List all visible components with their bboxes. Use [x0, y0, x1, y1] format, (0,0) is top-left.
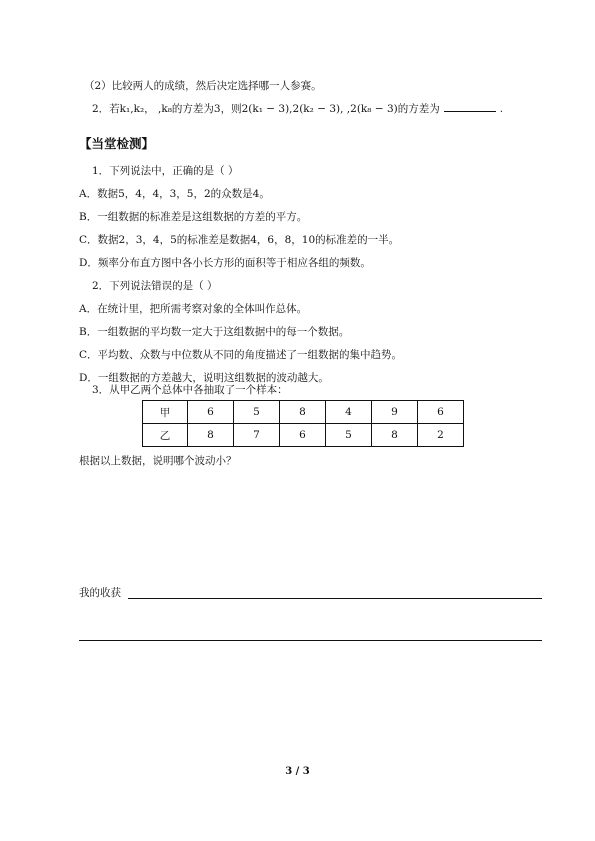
page-number: 3 / 3: [285, 766, 310, 777]
q1-option-a: A．数据5，4，4，3，5，2的众数是4。: [79, 188, 270, 200]
sample-table: [142, 400, 464, 447]
q1-option-c: C．数据2，3，4，5的标准差是数据4，6，8，10的标准差的一半。: [79, 234, 400, 246]
q1-stem: 1．下列说法中，正确的是（ ）: [92, 165, 239, 177]
table-cell: 5: [234, 401, 280, 424]
table-cell: 4: [326, 401, 372, 424]
table-cell: 6: [188, 401, 234, 424]
answer-blank[interactable]: [444, 101, 496, 112]
compare-instruction: （2）比较两人的成绩，然后决定选择哪一人参赛。: [84, 80, 322, 92]
table-cell: 5: [326, 424, 372, 447]
q2-stem: 2．下列说法错误的是（ ）: [92, 280, 218, 292]
harvest-label: 我的收获: [79, 587, 121, 599]
q3-question: 根据以上数据，说明哪个波动小？: [79, 455, 237, 467]
q2-option-a: A．在统计里，把所需考察对象的全体叫作总体。: [79, 303, 308, 315]
q1-option-d: D．频率分布直方图中各小长方形的面积等于相应各组的频数。: [79, 257, 371, 269]
q2-option-c: C．平均数、众数与中位数从不同的角度描述了一组数据的集中趋势。: [79, 349, 403, 361]
q3-stem: 3．从甲乙两个总体中各抽取了一个样本：: [92, 384, 288, 396]
table-cell: 6: [280, 424, 326, 447]
table-row: [143, 401, 464, 424]
table-row: [143, 424, 464, 447]
harvest-line-1[interactable]: [128, 598, 542, 599]
row-label-jia: 甲: [143, 401, 188, 424]
table-cell: 8: [280, 401, 326, 424]
table-cell: 8: [372, 424, 418, 447]
table-cell: 8: [188, 424, 234, 447]
table-cell: 9: [372, 401, 418, 424]
harvest-line-2[interactable]: [79, 640, 542, 641]
row-label-yi: 乙: [143, 424, 188, 447]
section-title: 【当堂检测】: [79, 136, 155, 151]
q2-option-b: B．一组数据的平均数一定大于这组数据中的每一个数据。: [79, 326, 350, 338]
variance-question: [92, 101, 503, 116]
variance-question-text: 2．若k₁,k₂， ,k₈的方差为3，则2(k₁ − 3),2(k₂ − 3), ,2(k₈ − 3)的方差为: [92, 103, 440, 115]
variance-question-end: .: [499, 103, 504, 115]
q2-option-d: D．一组数据的方差越大，说明这组数据的波动越大。: [79, 372, 329, 384]
table-cell: 2: [418, 424, 464, 447]
table-cell: 7: [234, 424, 280, 447]
table-cell: 6: [418, 401, 464, 424]
q1-option-b: B．一组数据的标准差是这组数据的方差的平方。: [79, 211, 308, 223]
